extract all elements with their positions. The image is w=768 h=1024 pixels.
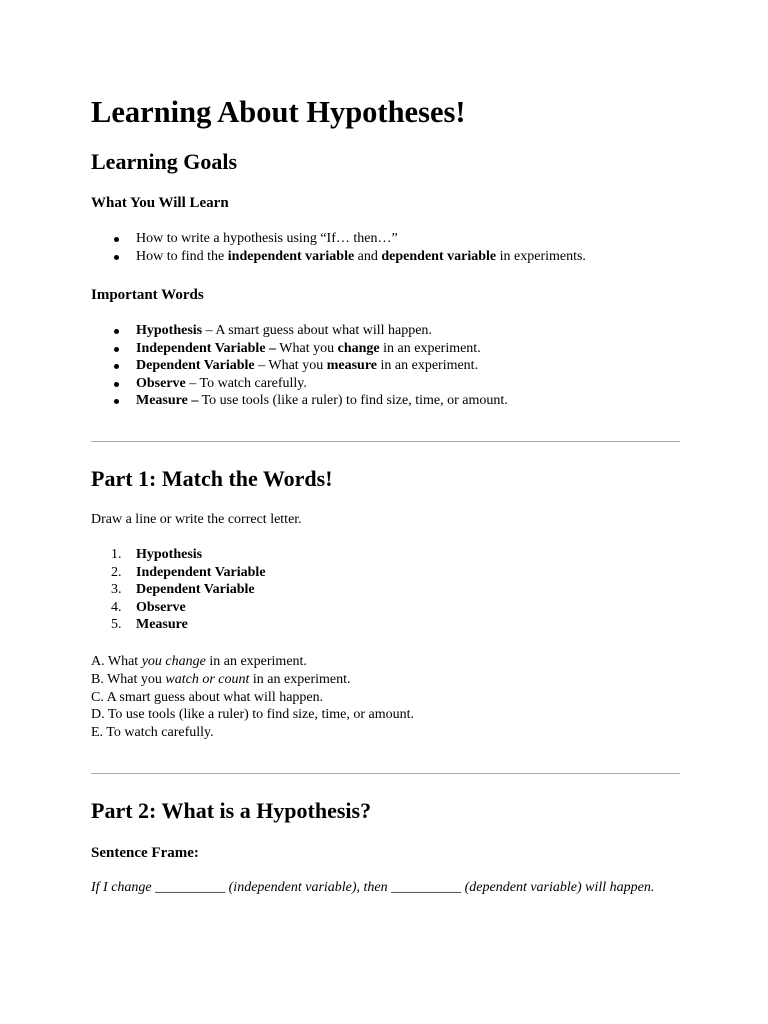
definition-line: A. What you change in an experiment. <box>91 654 307 669</box>
section-divider <box>91 773 680 774</box>
sentence-frame: If I change __________ (independent variable), then __________ (dependent variable) will happen. <box>91 880 655 895</box>
list-item: How to write a hypothesis using “If… then…” <box>0 230 586 248</box>
section-divider <box>91 441 680 442</box>
list-item: Observe – To watch carefully. <box>0 375 508 393</box>
match-words-list <box>0 546 266 634</box>
part2-heading: Part 2: What is a Hypothesis? <box>91 798 372 823</box>
definitions-list <box>91 653 414 742</box>
learn-goals-list <box>0 230 586 265</box>
page-title: Learning About Hypotheses! <box>91 95 466 129</box>
part1-heading: Part 1: Match the Words! <box>91 466 333 491</box>
list-item: Hypothesis – A smart guess about what will happen. <box>0 322 508 340</box>
list-item: 5. Measure <box>111 617 188 633</box>
list-item: 4. Observe <box>111 599 186 615</box>
list-item: Measure – To use tools (like a ruler) to find size, time, or amount. <box>0 392 508 410</box>
learning-goals-heading: Learning Goals <box>91 149 238 174</box>
list-item: 2. Independent Variable <box>111 564 266 580</box>
definition-line: B. What you watch or count in an experiment. <box>91 671 351 687</box>
list-item: 3. Dependent Variable <box>111 582 255 598</box>
sentence-frame-heading: Sentence Frame: <box>91 845 199 861</box>
what-you-will-learn-heading: What You Will Learn <box>91 195 229 211</box>
definition-line: E. To watch carefully. <box>91 725 214 741</box>
part1-instruction: Draw a line or write the correct letter. <box>91 512 302 527</box>
important-words-heading: Important Words <box>91 287 204 303</box>
list-item: How to find the independent variable and dependent variable in experiments. <box>0 248 586 266</box>
definition-line: D. To use tools (like a ruler) to find size, time, or amount. <box>91 707 415 723</box>
important-words-list <box>0 322 508 410</box>
list-item: 1. Hypothesis <box>111 547 203 562</box>
list-item: Independent Variable – What you change in an experiment. <box>0 340 508 358</box>
definition-line: C. A smart guess about what will happen. <box>91 689 324 705</box>
list-item: Dependent Variable – What you measure in an experiment. <box>0 357 508 375</box>
